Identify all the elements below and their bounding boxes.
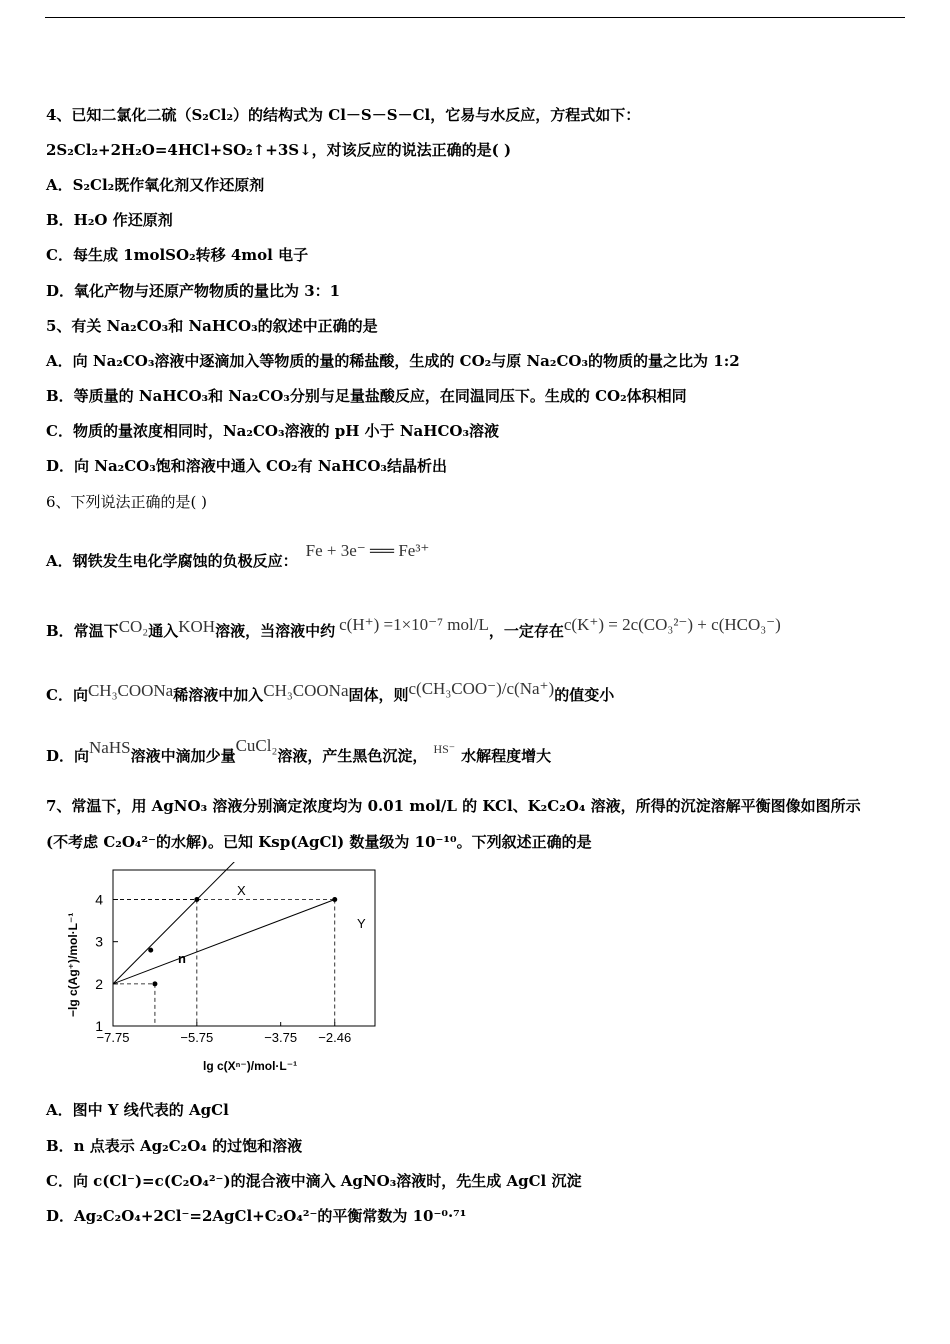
- q6-a-text: A．钢铁发生电化学腐蚀的负极反应：: [46, 552, 298, 570]
- x-tick-label-−7.75: −7.75: [96, 1030, 130, 1045]
- q7-stem-line1: 7、常温下，用 AgNO₃ 溶液分别滴定浓度均为 0.01 mol/L 的 KCl、K₂C₂O₄ 溶液，所得的沉淀溶解平衡图像如图所示: [46, 797, 861, 815]
- q7-option-a: A．图中 Y 线代表的 AgCl: [46, 1101, 229, 1119]
- q4-option-b: B．H₂O 作还原剂: [46, 211, 173, 229]
- q4-option-c: C．每生成 1molSO₂转移 4mol 电子: [46, 246, 309, 264]
- q6-b-formula-3: c(H⁺) =1×10⁻⁷ mol/L: [339, 615, 489, 634]
- x-tick-label-−5.75: −5.75: [180, 1030, 214, 1045]
- data-points: [148, 897, 337, 986]
- q6-b-formula-1: CO₂: [118, 617, 149, 636]
- q7-option-b: B．n 点表示 Ag₂C₂O₄ 的过饱和溶液: [46, 1137, 303, 1155]
- q6-d-formula-3: HS⁻: [433, 742, 456, 756]
- q4-stem-line2: 2S₂Cl₂+2H₂O=4HCl+SO₂↑+3S↓，对该反应的说法正确的是( ): [46, 141, 512, 159]
- q6-b-formula-2: KOH: [178, 617, 216, 636]
- q6-c-text-4: 的值变小: [554, 686, 615, 704]
- y-tick-label-1: 1: [95, 1018, 103, 1034]
- x-ticks: [97, 1022, 352, 1045]
- y-tick-label-3: 3: [95, 933, 103, 950]
- series-line-X: [113, 862, 239, 984]
- marker-2: [152, 981, 157, 986]
- q6-option-b: [46, 615, 781, 641]
- q6-c-formula-2: CH₃COONa: [263, 681, 349, 700]
- x-tick-label-−3.75: −3.75: [264, 1030, 298, 1045]
- q6-option-a: [46, 541, 430, 571]
- q5-option-a: A．向 Na₂CO₃溶液中逐滴加入等物质的量的稀盐酸，生成的 CO₂与原 Na₂CO₃的物质的量之比为 1:2: [46, 352, 740, 370]
- q6-c-text-1: C．向: [46, 686, 88, 704]
- n-point-label: n: [178, 951, 186, 966]
- series-line-Y: [113, 900, 335, 984]
- x-axis-label: lg c(Xⁿ⁻)/mol·L⁻¹: [203, 1059, 298, 1073]
- y-axis-label: −lg c(Ag⁺)/mol·L⁻¹: [66, 912, 80, 1017]
- q6-d-text-1: D．向: [46, 747, 90, 765]
- q6-stem: [46, 491, 207, 512]
- q6-b-text-2: 通入: [148, 622, 179, 640]
- q6-c-formula-3: c(CH₃COO⁻)/c(Na⁺): [408, 679, 555, 698]
- q6-c-text-2: 稀溶液中加入: [173, 686, 264, 704]
- q5-stem: 5、有关 Na₂CO₃和 NaHCO₃的叙述中正确的是: [46, 317, 378, 335]
- x-line-label: X: [237, 883, 246, 898]
- y-tick-label-2: 2: [95, 975, 103, 992]
- y-ticks: [95, 892, 118, 1034]
- q6-d-text-4: 水解程度增大: [461, 747, 552, 765]
- q6-c-formula-1: CH₃COONa: [87, 681, 174, 700]
- q4-stem-line1: 4、已知二氯化二硫（S₂Cl₂）的结构式为 Cl－S－S－Cl，它易与水反应，方程式如下：: [46, 106, 641, 124]
- q6-b-text-1: B．常温下: [46, 622, 119, 640]
- point-n: [148, 948, 153, 953]
- q6-d-text-2: 溶液中滴加少量: [130, 747, 236, 765]
- solubility-chart: [45, 862, 385, 1084]
- q6-b-text-3: 溶液，当溶液中约: [215, 622, 336, 640]
- q7-option-c: C．向 c(Cl⁻)=c(C₂O₄²⁻)的混合液中滴入 AgNO₃溶液时，先生成 AgCl 沉淀: [46, 1172, 582, 1190]
- q6-option-c: [46, 679, 615, 705]
- q6-d-text-3: 溶液，产生黑色沉淀，: [277, 747, 428, 765]
- q4-option-d: D．氧化产物与还原产物物质的量比为 3：1: [46, 282, 341, 300]
- q4-option-a: A．S₂Cl₂既作氧化剂又作还原剂: [46, 176, 265, 194]
- x-tick-label-−2.46: −2.46: [318, 1030, 352, 1045]
- y-tick-label-4: 4: [95, 891, 103, 908]
- q6-c-text-3: 固体，则: [348, 686, 409, 704]
- series-lines: [113, 862, 335, 984]
- q7-stem-line2: (不考虑 C₂O₄²⁻的水解)。已知 Ksp(AgCl) 数量级为 10⁻¹⁰。下列叙述正确的是: [46, 833, 592, 851]
- marker-0: [194, 897, 199, 902]
- q6-d-formula-1: NaHS: [89, 738, 131, 757]
- marker-1: [332, 897, 337, 902]
- q5-option-d: D．向 Na₂CO₃饱和溶液中通入 CO₂有 NaHCO₃结晶析出: [46, 457, 448, 475]
- q6-stem-text: 6、下列说法正确的是( ): [46, 493, 208, 511]
- q6-d-formula-2: CuCl₂: [235, 736, 278, 755]
- guide-lines: [113, 900, 335, 1026]
- q6-a-formula: Fe + 3e⁻ ══ Fe³⁺: [305, 541, 430, 560]
- header-rule: [45, 17, 905, 18]
- q6-option-d: [46, 736, 552, 766]
- q7-option-d: D．Ag₂C₂O₄+2Cl⁻=2AgCl+C₂O₄²⁻的平衡常数为 10⁻⁰·⁷¹: [46, 1207, 467, 1225]
- y-line-label: Y: [357, 916, 366, 931]
- q6-b-formula-4: c(K⁺) = 2c(CO₃²⁻) + c(HCO₃⁻): [563, 615, 781, 634]
- q6-b-text-4: ，一定存在: [488, 622, 564, 640]
- q5-option-c: C．物质的量浓度相同时，Na₂CO₃溶液的 pH 小于 NaHCO₃溶液: [46, 422, 500, 440]
- q5-option-b: B．等质量的 NaHCO₃和 Na₂CO₃分别与足量盐酸反应，在同温同压下。生成的 CO₂体积相同: [46, 387, 687, 405]
